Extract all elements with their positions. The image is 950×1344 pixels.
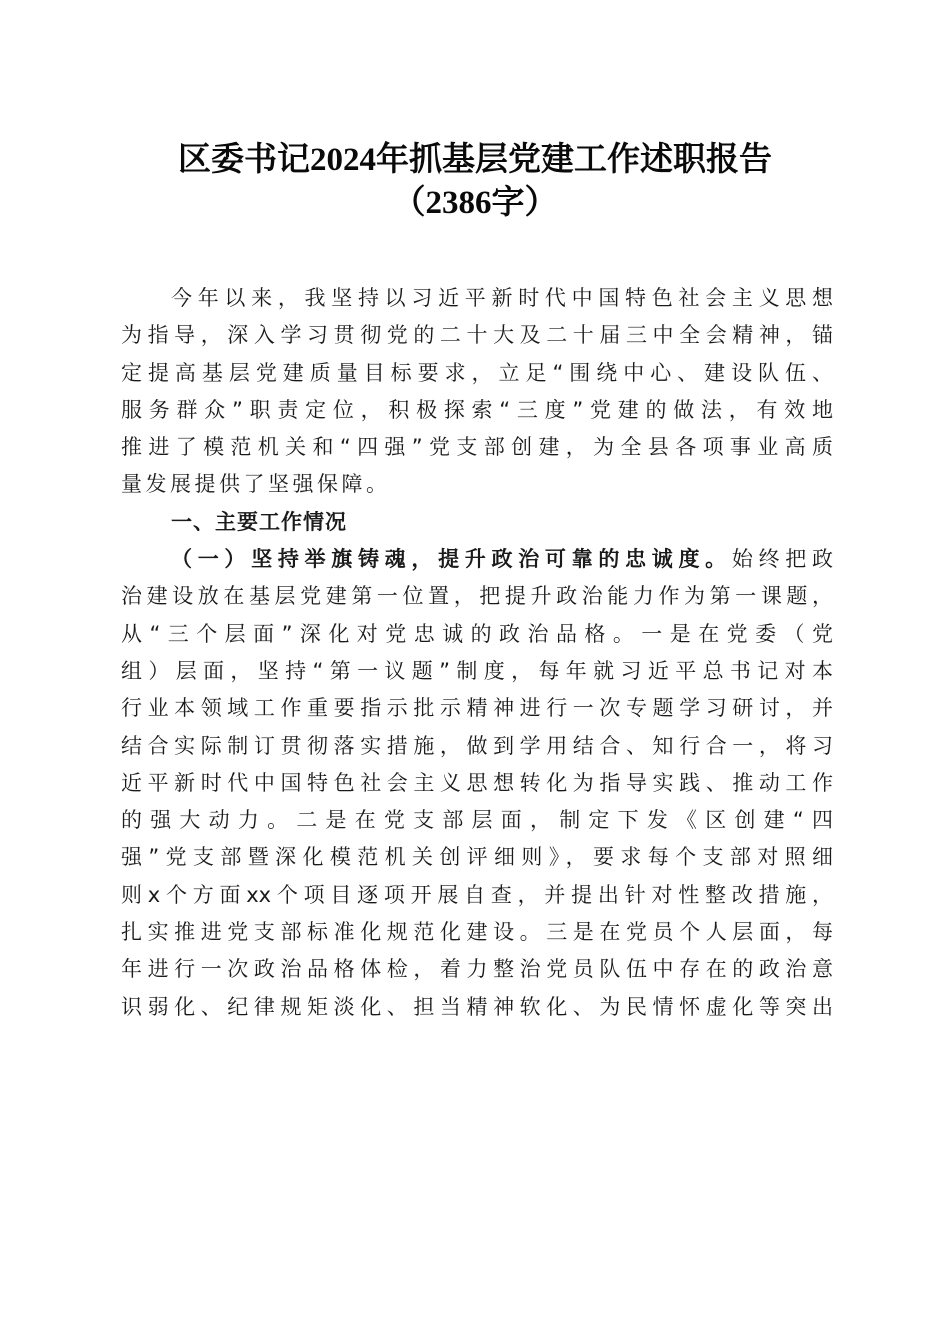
section-heading: 一、主要工作情况: [171, 509, 347, 534]
paragraph-line: 组）层面，坚持“第一议题”制度，每年就习近平总书记对本: [121, 658, 833, 683]
paragraph-line: 则x个方面xx个项目逐项开展自查，并提出针对性整改措施，: [121, 882, 833, 907]
paragraph-line: 定提高基层党建质量目标要求，立足“围绕中心、建设队伍、: [121, 360, 833, 385]
subsection-lead-rest: 始终把政: [731, 547, 833, 572]
paragraph-line: 扎实推进党支部标准化规范化建设。三是在党员个人层面，每: [121, 920, 833, 945]
paragraph-line: 近平新时代中国特色社会主义思想转化为指导实践、推动工作: [121, 770, 833, 795]
document-word-count: （2386字）: [392, 185, 558, 221]
paragraph-line: 治建设放在基层党建第一位置，把提升政治能力作为第一课题，: [121, 584, 833, 609]
paragraph-line: 年进行一次政治品格体检，着力整治党员队伍中存在的政治意: [121, 957, 833, 982]
paragraph-line: 今年以来，我坚持以习近平新时代中国特色社会主义思想: [171, 286, 833, 310]
paragraph-line: 结合实际制订贯彻落实措施，做到学用结合、知行合一，将习: [121, 733, 833, 758]
document-title: 区委书记2024年抓基层党建工作述职报告: [178, 142, 772, 178]
subsection-heading: （一）坚持举旗铸魂，提升政治可靠的忠诚度。: [171, 547, 732, 572]
paragraph-line: 量发展提供了坚强保障。: [121, 472, 391, 497]
paragraph-line: 为指导，深入学习贯彻党的二十大及二十届三中全会精神，锚: [121, 323, 833, 348]
paragraph-line: 的强大动力。二是在党支部层面，制定下发《区创建“四: [121, 808, 833, 833]
intro-paragraph: [121, 280, 833, 1026]
paragraph-line: 服务群众”职责定位，积极探索“三度”党建的做法，有效地: [121, 397, 833, 422]
paragraph-line: 强”党支部暨深化模范机关创评细则》，要求每个支部对照细: [121, 845, 833, 870]
paragraph-line: 行业本领域工作重要指示批示精神进行一次专题学习研讨，并: [121, 696, 833, 721]
paragraph-line: 识弱化、纪律规矩淡化、担当精神软化、为民情怀虚化等突出: [121, 994, 833, 1019]
paragraph-line: 推进了模范机关和“四强”党支部创建，为全县各项事业高质: [121, 435, 833, 460]
paragraph-line: 从“三个层面”深化对党忠诚的政治品格。一是在党委（党: [121, 621, 833, 646]
subsection-lead-line: [121, 541, 833, 578]
